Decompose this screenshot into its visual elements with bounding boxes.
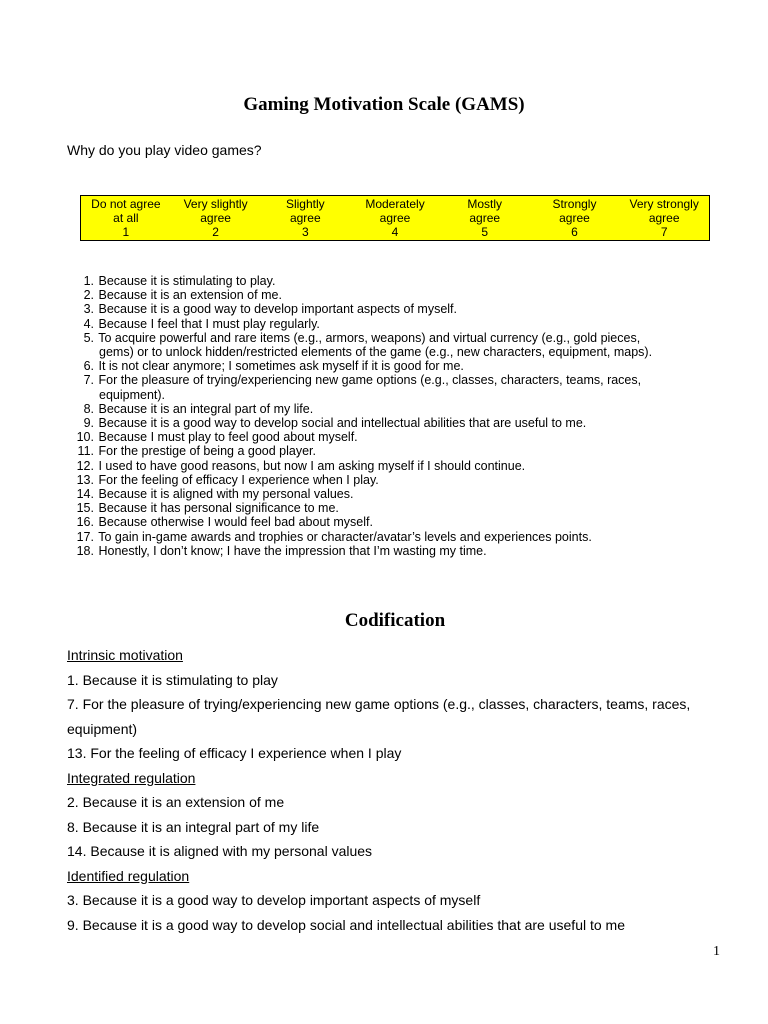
scale-option-5 <box>440 197 530 239</box>
list-item <box>74 331 720 345</box>
item-text: For the prestige of being a good player. <box>98 444 316 459</box>
codification-line: 7. For the pleasure of trying/experiencing new game options (e.g., classes, characters, teams, races, <box>67 696 691 712</box>
scale-option-7 <box>619 197 709 239</box>
scale-option-label: agree <box>469 211 501 225</box>
list-item <box>74 459 720 473</box>
list-item-continuation: gems) or to unlock hidden/restricted elements of the game (e.g., new characters, equipment, maps). <box>99 345 653 360</box>
scale-option-label: Slightly <box>285 197 325 211</box>
scale-option-value: 3 <box>301 225 309 239</box>
item-number: 13. <box>76 472 94 487</box>
item-number: 8. <box>83 401 94 416</box>
item-number: 1. <box>83 274 94 288</box>
list-item <box>74 515 720 529</box>
item-text: Because I feel that I must play regularly. <box>98 316 320 331</box>
scale-option-2 <box>171 197 261 239</box>
item-text: For the pleasure of trying/experiencing new game options (e.g., classes, characters, teams, races, <box>98 373 642 388</box>
item-text: Because I must play to feel good about myself. <box>98 430 358 445</box>
item-number: 3. <box>83 302 94 317</box>
item-text: To gain in-game awards and trophies or character/avatar’s levels and experiences points. <box>98 529 592 544</box>
list-item <box>74 317 720 331</box>
codification-line: 3. Because it is a good way to develop important aspects of myself <box>67 892 481 908</box>
item-number: 14. <box>76 487 94 502</box>
item-number: 9. <box>83 416 94 431</box>
rating-scale-table <box>80 195 710 241</box>
codification-line: 2. Because it is an extension of me <box>67 794 285 810</box>
codification-section <box>67 643 707 937</box>
item-number: 18. <box>76 543 94 558</box>
item-number: 16. <box>76 515 94 530</box>
scale-option-label: agree <box>200 211 231 225</box>
scale-option-label: agree <box>559 211 590 225</box>
item-text: It is not clear anymore; I sometimes ask myself if it is good for me. <box>98 359 464 374</box>
codification-line: 8. Because it is an integral part of my life <box>67 818 320 835</box>
item-number: 5. <box>83 330 94 345</box>
item-text: Because it has personal significance to me. <box>98 501 339 516</box>
questionnaire-items <box>74 274 720 558</box>
item-text: Because it is stimulating to play. <box>98 274 276 288</box>
item-text: I used to have good reasons, but now I am asking myself if I should continue. <box>98 458 526 473</box>
codification-line: equipment) <box>67 720 138 737</box>
item-text: Honestly, I don’t know; I have the impression that I’m wasting my time. <box>98 543 487 558</box>
list-item <box>74 302 720 316</box>
item-text: Because it is aligned with my personal values. <box>98 487 354 502</box>
list-item-continuation: equipment). <box>99 387 166 402</box>
scale-option-value: 6 <box>571 225 578 239</box>
list-item <box>74 444 720 458</box>
scale-option-label: Moderately <box>365 197 425 211</box>
scale-option-label: Very slightly <box>183 197 248 211</box>
item-number: 17. <box>76 529 94 544</box>
list-item <box>74 544 720 558</box>
scale-option-label: Mostly <box>467 197 503 211</box>
scale-option-label: agree <box>648 211 680 225</box>
codification-line: 1. Because it is stimulating to play <box>67 671 278 688</box>
list-item <box>74 402 720 416</box>
document-title: Gaming Motivation Scale (GAMS) <box>243 94 525 115</box>
scale-option-label: agree <box>379 211 411 225</box>
list-item <box>74 501 720 515</box>
item-text: Because it is an extension of me. <box>98 288 282 303</box>
item-number: 6. <box>83 359 94 374</box>
codification-line: 13. For the feeling of efficacy I experience when I play <box>67 745 402 761</box>
item-number: 15. <box>76 501 94 516</box>
list-item <box>74 373 720 387</box>
intrinsic-motivation-heading: Intrinsic motivation <box>67 647 183 663</box>
scale-option-value: 4 <box>391 225 399 239</box>
codification-line: 14. Because it is aligned with my personal values <box>67 843 373 859</box>
scale-option-label: Very strongly <box>629 197 699 211</box>
question-text: Why do you play video games? <box>67 142 262 158</box>
codification-title: Codification <box>344 610 446 631</box>
scale-option-4 <box>350 197 440 239</box>
scale-option-value: 7 <box>660 225 668 239</box>
scale-option-label: at all <box>113 211 139 225</box>
integrated-regulation-heading: Integrated regulation <box>67 769 196 786</box>
scale-option-6 <box>530 197 620 239</box>
item-text: Because it is a good way to develop important aspects of myself. <box>98 302 458 317</box>
scale-option-label: Do not agree <box>91 197 161 211</box>
scale-option-value: 1 <box>122 225 130 239</box>
list-item <box>74 274 720 288</box>
item-text: To acquire powerful and rare items (e.g., armors, weapons) and virtual currency (e.g., gold pieces, <box>98 330 641 345</box>
item-text: Because otherwise I would feel bad about myself. <box>98 515 373 530</box>
list-item <box>74 473 720 487</box>
list-item <box>74 288 720 302</box>
page-number: 1 <box>713 944 720 959</box>
identified-regulation-heading: Identified regulation <box>67 867 190 884</box>
list-item <box>74 416 720 430</box>
item-number: 10. <box>76 430 94 445</box>
scale-option-value: 5 <box>481 225 489 239</box>
list-item <box>74 487 720 501</box>
item-number: 7. <box>83 373 94 388</box>
list-item <box>74 530 720 544</box>
scale-option-value: 2 <box>212 225 219 239</box>
scale-option-3 <box>260 197 350 239</box>
item-text: Because it is an integral part of my life. <box>98 401 314 416</box>
item-number: 11. <box>77 444 94 459</box>
item-number: 4. <box>83 316 94 331</box>
codification-line: 9. Because it is a good way to develop social and intellectual abilities that are useful to me <box>67 916 625 933</box>
list-item <box>74 430 720 444</box>
item-text: For the feeling of efficacy I experience when I play. <box>98 472 379 487</box>
item-number: 2. <box>83 288 94 303</box>
scale-option-label: Strongly <box>552 197 597 211</box>
scale-option-label: agree <box>289 211 321 225</box>
item-number: 12. <box>76 458 94 473</box>
scale-option-1 <box>81 197 171 239</box>
item-text: Because it is a good way to develop social and intellectual abilities that are useful to me. <box>98 416 587 431</box>
list-item <box>74 359 720 373</box>
